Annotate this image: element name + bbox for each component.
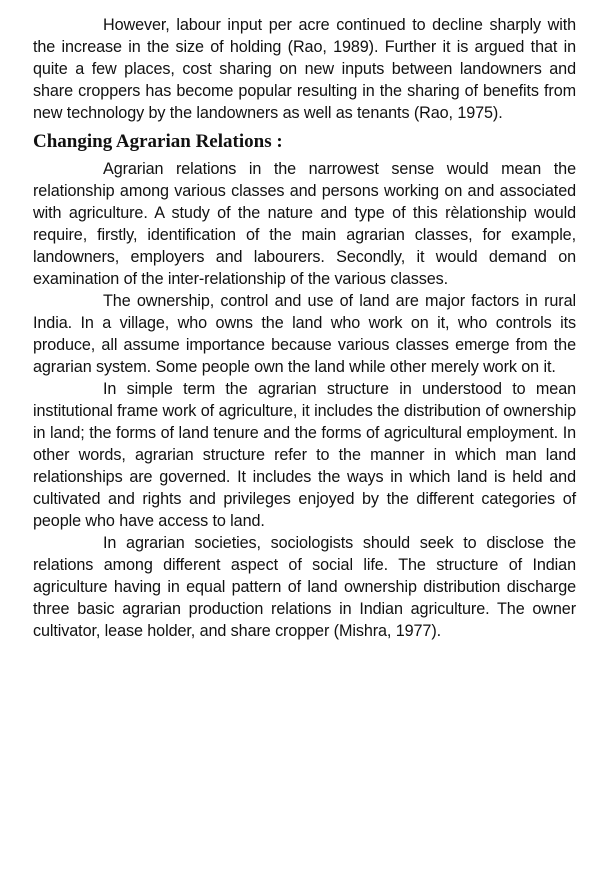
paragraph-agrarian-societies: In agrarian societies, sociologists should seek to disclose the relations among different aspect of social life. The structure of Indian agriculture having in equal pattern of land ownership distribution discharge three basic agrarian production relations in Indian agriculture. The owner cultivator, lease holder, and share cropper (Mishra, 1977). bbox=[33, 534, 576, 640]
paragraph-agrarian-structure: In simple term the agrarian structure in understood to mean institutional frame work of agriculture, it includes the distribution of ownership in land; the forms of land tenure and the forms of agricultural employment. In other words, agrarian structure refer to the manner in which man land relationships are governed. It includes the ways in which land is held and cultivated and rights and privileges enjoyed by the different categories of people who have access to land. bbox=[33, 380, 576, 530]
paragraph-agrarian-relations: Agrarian relations in the narrowest sense would mean the relationship among various classes and persons working on and associated with agriculture. A study of the nature and type of this rèlationship would require, firstly, identification of the main agrarian classes, for example, landowners, employers and labourers. Secondly, it would demand on examination of the inter-relationship of the various classes. bbox=[33, 160, 576, 288]
document-page bbox=[33, 14, 576, 642]
section-heading: Changing Agrarian Relations : bbox=[33, 131, 283, 152]
paragraph-land-ownership: The ownership, control and use of land are major factors in rural India. In a village, who owns the land who work on it, who controls its produce, all assume importance because various classes emerge from the agrarian system. Some people own the land while other merely work on it. bbox=[33, 292, 576, 376]
paragraph-labour-input: However, labour input per acre continued to decline sharply with the increase in the size of holding (Rao, 1989). Further it is argued that in quite a few places, cost sharing on new inputs between landowners and share croppers has become popular resulting in the sharing of benefits from new technology by the landowners as well as tenants (Rao, 1975). bbox=[33, 16, 576, 122]
